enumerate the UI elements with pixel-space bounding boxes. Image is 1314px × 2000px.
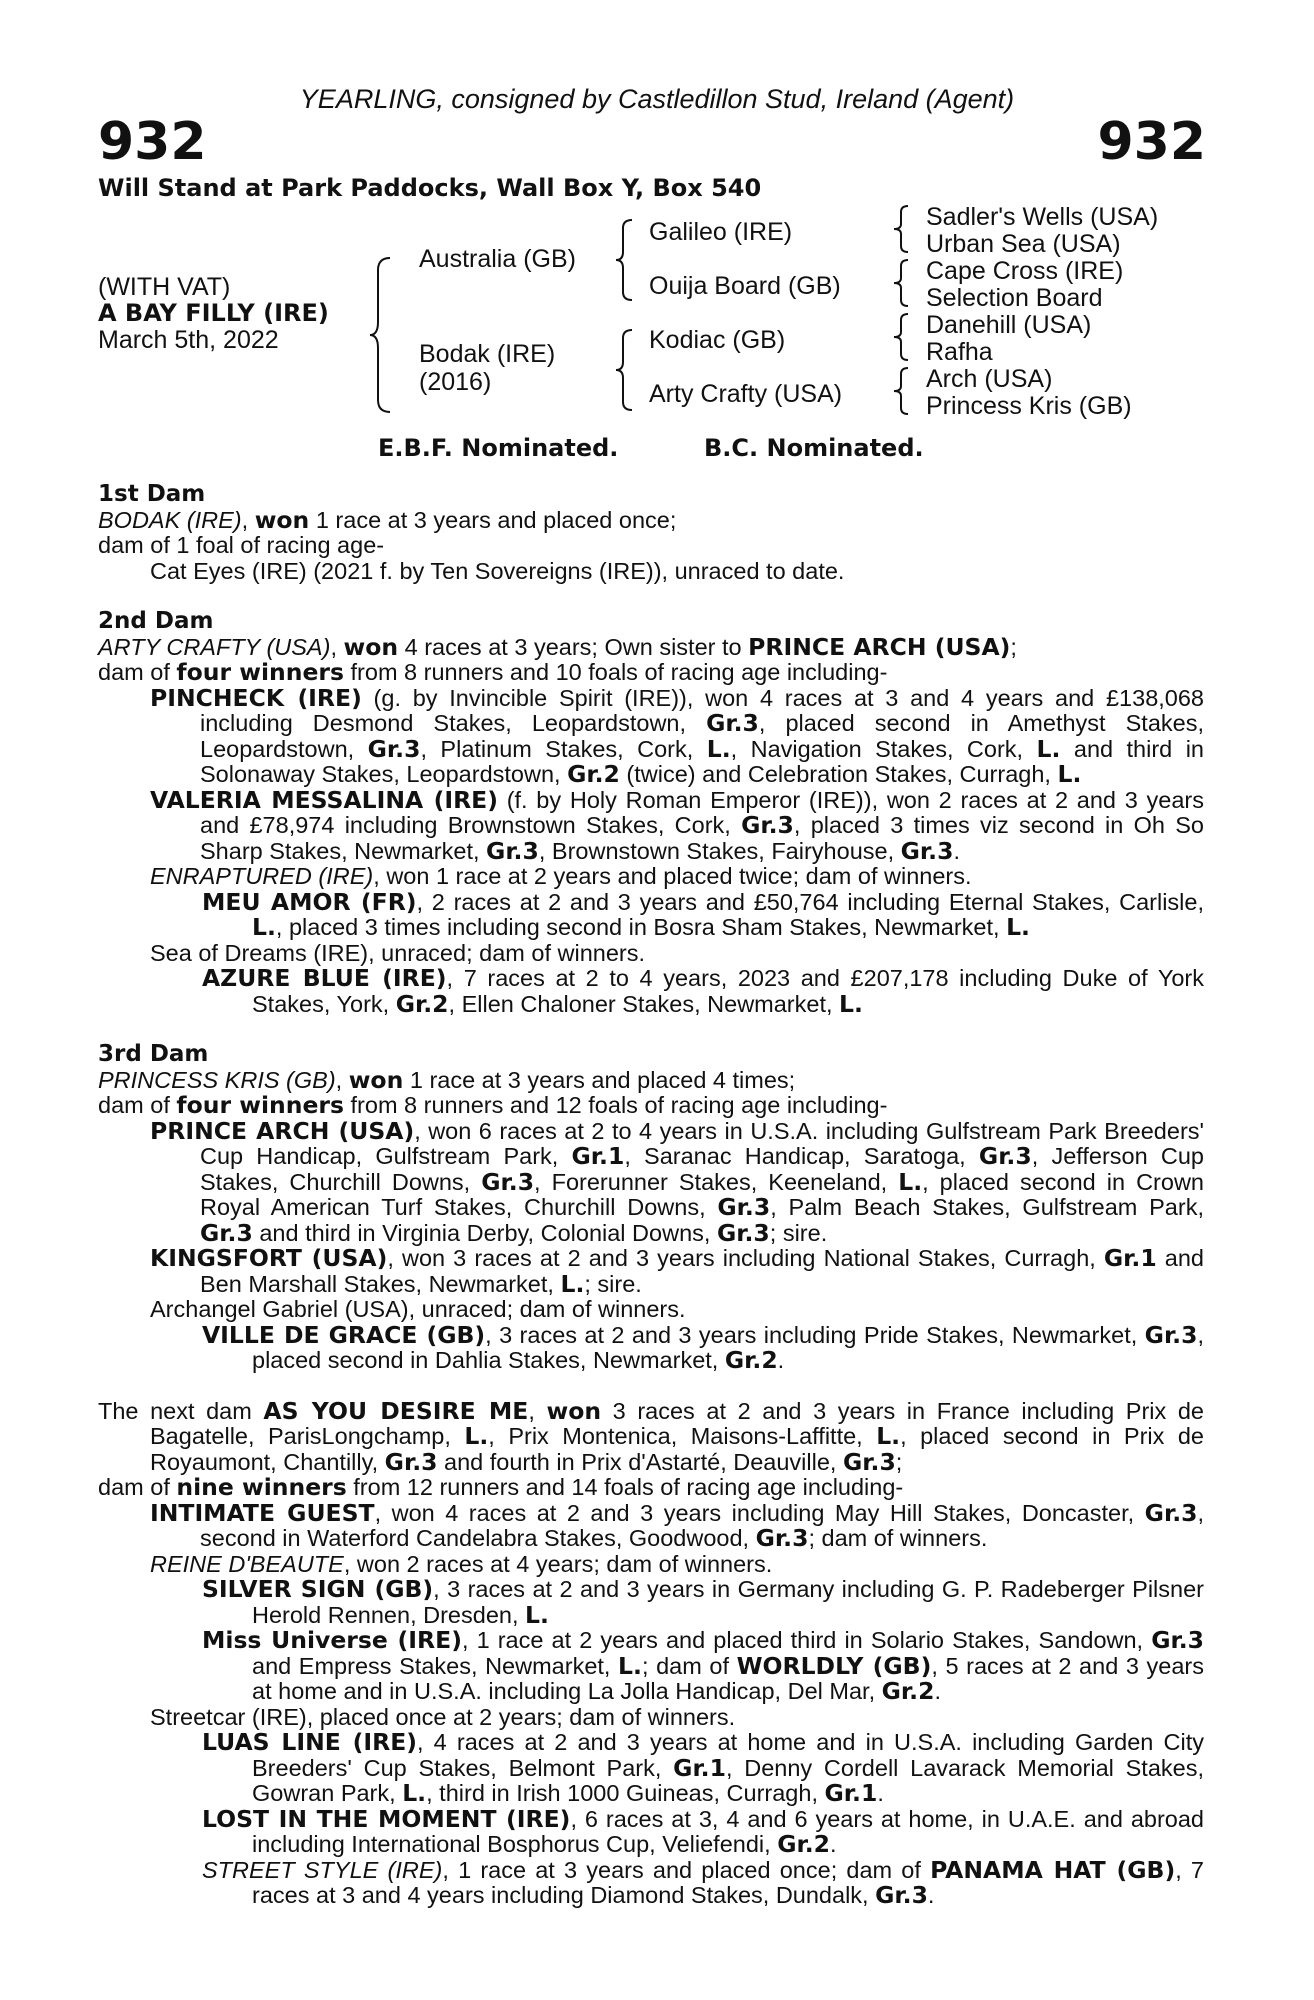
catalogue-entry: Archangel Gabriel (USA), unraced; dam of winners. [150, 1296, 686, 1322]
sss: Sadler's Wells (USA) [926, 203, 1159, 231]
catalogue-entry: MEU AMOR (FR), 2 races at 2 and 3 years and £50,764 including Eternal Stakes, Carlisle, L., placed 3 times including second in Bosra Sham Stakes, Newmarket, L. [202, 887, 1204, 941]
dam-dam: Arty Crafty (USA) [649, 380, 843, 408]
dam-section [98, 609, 1204, 1017]
dam-year: (2016) [419, 368, 492, 396]
catalogue-entry: dam of 1 foal of racing age- [98, 532, 385, 558]
catalogue-entry: SILVER SIGN (GB), 3 races at 2 and 3 years in Germany including G. P. Radeberger Pilsner Herold Rennen, Dresden, L. [202, 1575, 1204, 1629]
bc-nomination: B.C. Nominated. [704, 434, 924, 462]
consignment-line: YEARLING, consigned by Castledillon Stud, Ireland (Agent) [299, 84, 1015, 114]
dss: Danehill (USA) [926, 311, 1092, 339]
catalogue-entry: REINE D'BEAUTE, won 2 races at 4 years; dam of winners. [150, 1550, 773, 1577]
vat-label: (WITH VAT) [98, 273, 231, 301]
dam-section [98, 1396, 1205, 1909]
brace-icon [614, 218, 636, 302]
sire-sire: Galileo (IRE) [649, 218, 793, 246]
catalogue-entry: PRINCESS KRIS (GB), won 1 race at 3 years and placed 4 times; [98, 1065, 796, 1094]
catalogue-entry: STREET STYLE (IRE), 1 race at 3 years and placed once; dam of PANAMA HAT (GB), 7 races at 3 and 4 years including Diamond Stakes, Dundalk, Gr.3. [202, 1855, 1204, 1909]
catalogue-entry: LOST IN THE MOMENT (IRE), 6 races at 3, 4 and 6 years at home, in U.A.E. and abroad including International Bosphorus Cup, Veliefendi, Gr.2. [202, 1804, 1204, 1858]
dam-section [98, 1042, 1204, 1374]
brace-icon [614, 328, 636, 412]
dam-name: Bodak (IRE) [419, 340, 556, 368]
section-title: 3rd Dam [98, 1041, 209, 1067]
sire-name: Australia (GB) [419, 245, 576, 273]
foaling-date: March 5th, 2022 [98, 326, 279, 354]
catalogue-entry: KINGSFORT (USA), won 3 races at 2 and 3 years including National Stakes, Curragh, Gr.1 and Ben Marshall Stakes, Newmarket, L.; sire. [150, 1244, 1205, 1298]
catalogue-entry: PRINCE ARCH (USA), won 6 races at 2 to 4 years in U.S.A. including Gulfstream Park Breeders' Cup Handicap, Gulfstream Park, Gr.1, Saranac Handicap, Saratoga, Gr.3, Jefferson Cup Stakes, Churchill Downs, Gr.3, Forerunner Stakes, Keeneland, L., placed second in Crown Royal American Turf Stakes, Churchill Downs, Gr.3, Palm Beach Stakes, Gulfstream Park, Gr.3 and third in Virginia Derby, Colonial Downs, Gr.3; sire. [150, 1116, 1205, 1247]
sds: Cape Cross (IRE) [926, 257, 1124, 285]
catalogue-entry: INTIMATE GUEST, won 4 races at 2 and 3 years including May Hill Stakes, Doncaster, Gr.3, second in Waterford Candelabra Stakes, Goodwood, Gr.3; dam of winners. [150, 1498, 1205, 1552]
catalogue-entry: Cat Eyes (IRE) (2021 f. by Ten Sovereigns (IRE)), unraced to date. [150, 557, 845, 584]
brace-icon [892, 258, 912, 308]
ddd: Princess Kris (GB) [926, 392, 1132, 420]
catalogue-entry: PINCHECK (IRE) (g. by Invincible Spirit (IRE)), won 4 races at 3 and 4 years and £138,068 including Desmond Stakes, Leopardstown, Gr.3, placed second in Amethyst Stakes, Leopardstown, Gr.3, Platinum Stakes, Cork, L., Navigation Stakes, Cork, L. and third in Solonaway Stakes, Leopardstown, Gr.2 (twice) and Celebration Stakes, Curragh, L. [150, 683, 1204, 788]
ssd: Urban Sea (USA) [926, 230, 1121, 258]
catalogue-entry: Miss Universe (IRE), 1 race at 2 years and placed third in Solario Stakes, Sandown, Gr.3 and Empress Stakes, Newmarket, L.; dam of WORLDLY (GB), 5 races at 2 and 3 years at home and in U.S.A. including La Jolla Handicap, Del Mar, Gr.2. [202, 1626, 1204, 1705]
catalogue-entry: BODAK (IRE), won 1 race at 3 years and placed once; [98, 505, 677, 534]
brace-icon [892, 366, 912, 416]
catalogue-entry: VILLE DE GRACE (GB), 3 races at 2 and 3 years including Pride Stakes, Newmarket, Gr.3, placed second in Dahlia Stakes, Newmarket, Gr.2. [202, 1320, 1204, 1374]
catalogue-entry: dam of four winners from 8 runners and 12 foals of racing age including- [98, 1091, 888, 1119]
sdd: Selection Board [926, 284, 1103, 312]
brace-icon [892, 204, 912, 254]
catalogue-entry: dam of four winners from 8 runners and 10 foals of racing age including- [98, 658, 888, 686]
location-line: Will Stand at Park Paddocks, Wall Box Y, Box 540 [98, 174, 762, 202]
ebf-nomination: E.B.F. Nominated. [378, 434, 619, 462]
dam-sire: Kodiac (GB) [649, 326, 786, 354]
catalogue-entry: LUAS LINE (IRE), 4 races at 2 and 3 years at home and in U.S.A. including Garden City Breeders' Cup Stakes, Belmont Park, Gr.1, Denny Cordell Lavarack Memorial Stakes, Gowran Park, L., third in Irish 1000 Guineas, Curragh, Gr.1. [202, 1728, 1204, 1807]
section-title: 2nd Dam [98, 608, 214, 634]
catalogue-entry: dam of nine winners from 12 runners and 14 foals of racing age including- [98, 1473, 904, 1501]
catalogue-entry: Streetcar (IRE), placed once at 2 years; dam of winners. [150, 1703, 736, 1730]
catalogue-entry: ENRAPTURED (IRE), won 1 race at 2 years and placed twice; dam of winners. [150, 863, 972, 889]
dds: Arch (USA) [926, 365, 1053, 393]
catalogue-entry: The next dam AS YOU DESIRE ME, won 3 races at 2 and 3 years in France including Prix de Bagatelle, ParisLongchamp, L., Prix Montenica, Maisons-Laffitte, L., placed second in Prix de Royaumont, Chantilly, Gr.3 and fourth in Prix d'Astarté, Deauville, Gr.3; [98, 1396, 1204, 1476]
dsd: Rafha [926, 338, 993, 366]
horse-name: A BAY FILLY (IRE) [98, 299, 329, 327]
lot-number-right: 932 [1097, 112, 1206, 172]
sire-dam: Ouija Board (GB) [649, 272, 841, 300]
brace-icon [368, 256, 394, 414]
catalogue-entry: VALERIA MESSALINA (IRE) (f. by Holy Roman Emperor (IRE)), won 2 races at 2 and 3 years and £78,974 including Brownstown Stakes, Cork, Gr.3, placed 3 times viz second in Oh So Sharp Stakes, Newmarket, Gr.3, Brownstown Stakes, Fairyhouse, Gr.3. [150, 785, 1204, 865]
lot-number-left: 932 [98, 112, 207, 172]
catalogue-entry: ARTY CRAFTY (USA), won 4 races at 3 years; Own sister to PRINCE ARCH (USA); [98, 632, 1017, 661]
dam-section [98, 482, 1204, 584]
catalogue-entry: AZURE BLUE (IRE), 7 races at 2 to 4 years, 2023 and £207,178 including Duke of York Stakes, York, Gr.2, Ellen Chaloner Stakes, Newmarket, L. [202, 964, 1204, 1018]
catalogue-body [98, 482, 1204, 1934]
brace-icon [892, 312, 912, 362]
section-title: 1st Dam [98, 481, 206, 507]
catalogue-entry: Sea of Dreams (IRE), unraced; dam of winners. [150, 939, 646, 966]
